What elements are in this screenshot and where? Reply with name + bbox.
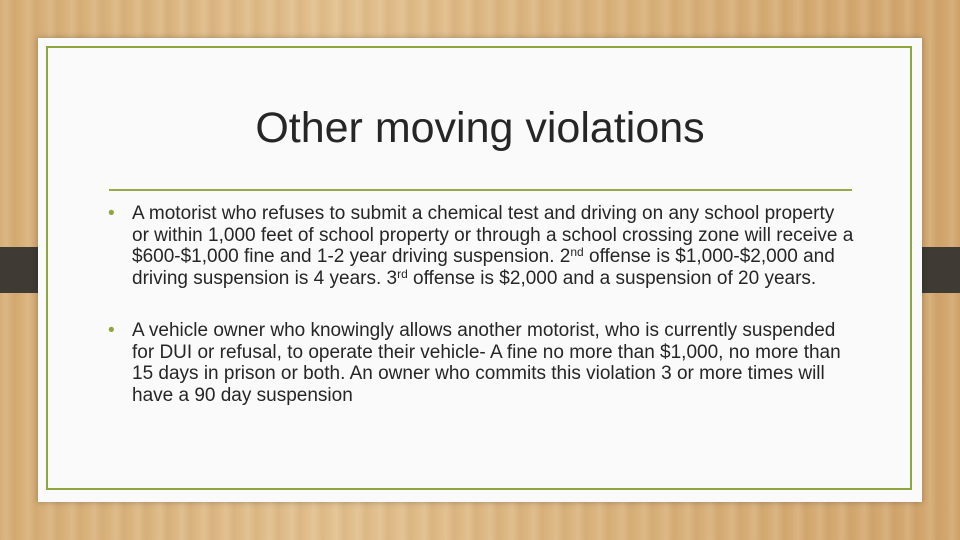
bullet-item-chemical-test-refusal xyxy=(108,203,856,289)
bullet-dot-icon: • xyxy=(108,320,115,341)
title-divider xyxy=(109,189,852,191)
bullet-text-part: A motorist who refuses to submit a chemical test and driving on any school property or within 1,000 feet of school property or through a school crossing zone will receive a $600-$1,000 fine and 1-2 year driving suspension. 2 xyxy=(132,203,854,267)
bullet-text-part: offense is $2,000 and a suspension of 20 years. xyxy=(407,267,817,289)
slide-title: Other moving violations xyxy=(255,104,705,152)
ordinal-suffix: rd xyxy=(397,266,408,281)
bullet-dot-icon: • xyxy=(108,203,115,224)
bullet-text: A vehicle owner who knowingly allows another motorist, who is currently suspended for DUI or refusal, to operate their vehicle- A fine no more than $1,000, no more than 15 days in prison or both. An owner who commits this violation 3 or more times will have a 90 day suspension xyxy=(132,320,841,406)
ordinal-suffix: nd xyxy=(570,245,584,259)
bullet-list xyxy=(108,203,856,406)
bullet-text-part: offense is $1,000-$2,000 and driving suspension is 4 years. 3 xyxy=(132,246,835,289)
bullet-item-vehicle-owner xyxy=(108,320,856,406)
